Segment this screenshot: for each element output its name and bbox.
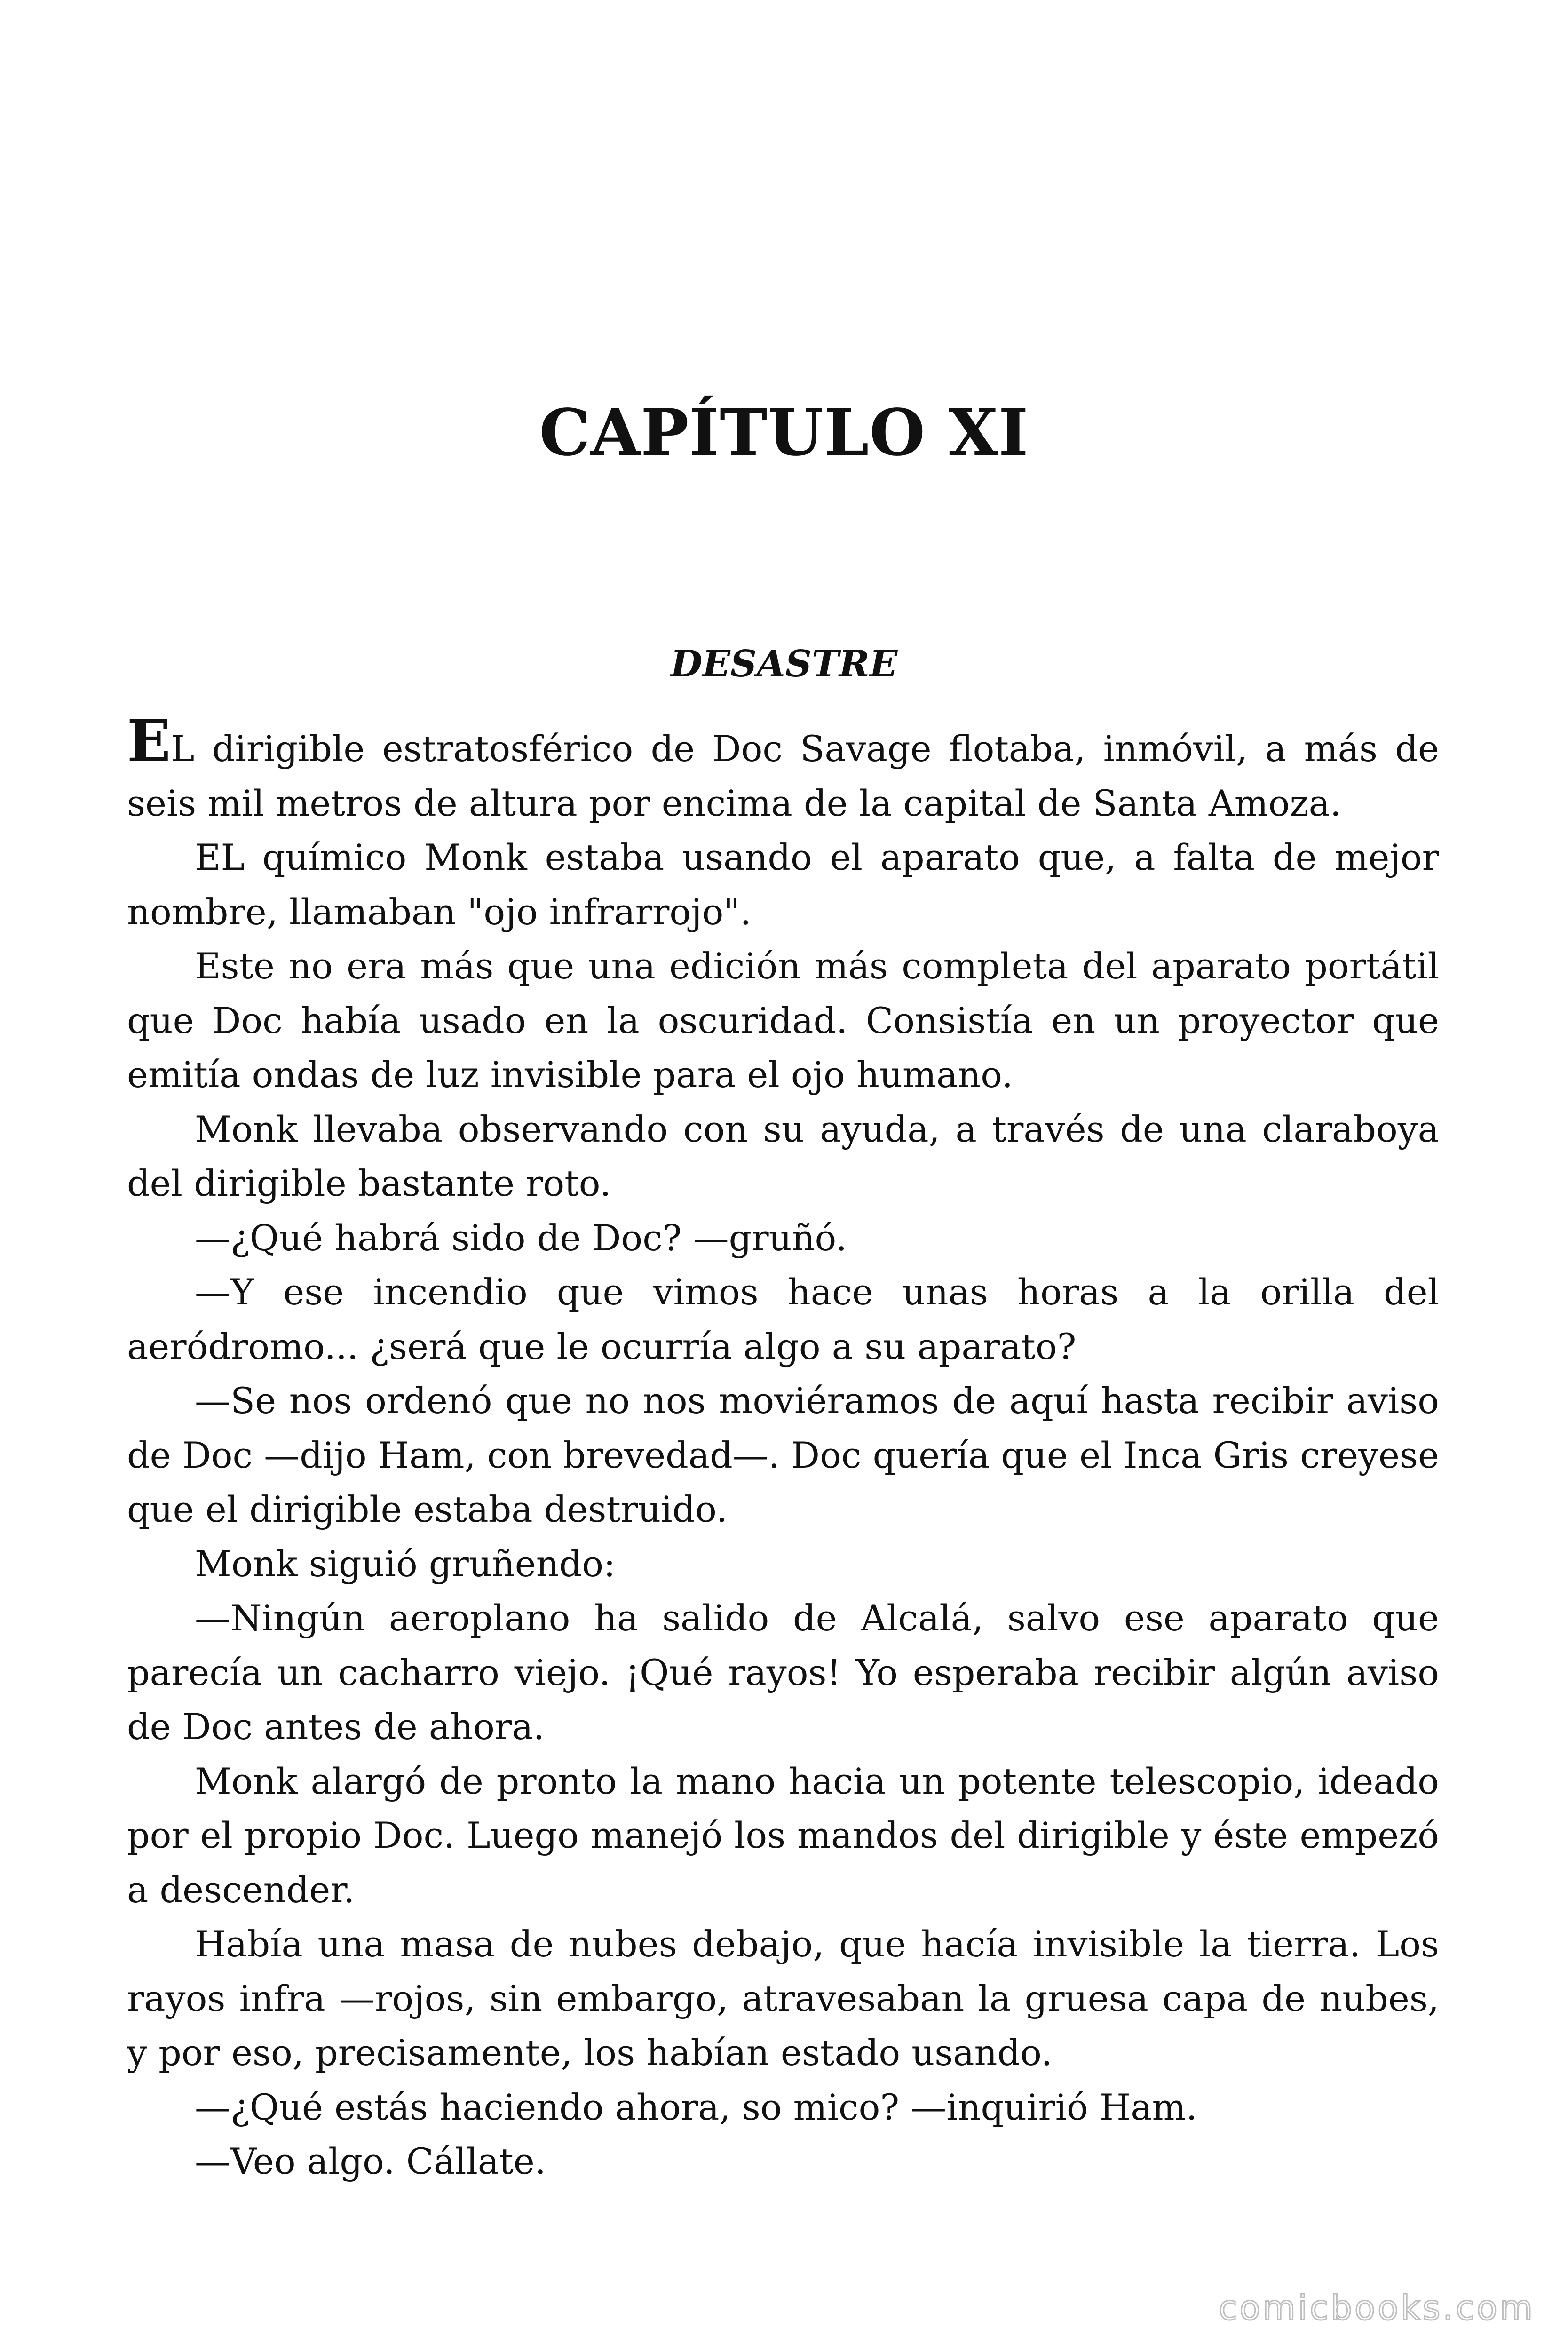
chapter-body	[127, 707, 1439, 2189]
paragraph: Monk alargó de pronto la mano hacia un potente telescopio, ideado por el propio Doc. Luego manejó los mandos del dirigible y éste empezó a descender.	[127, 1760, 1439, 1911]
paragraph: —Se nos ordenó que no nos moviéramos de aquí hasta recibir aviso de Doc —dijo Ham, con brevedad—. Doc quería que el Inca Gris creyese que el dirigible estaba destruido.	[127, 1380, 1439, 1530]
paragraph-opening	[127, 707, 1439, 830]
chapter-subtitle: DESASTRE	[670, 643, 898, 685]
paragraph: —¿Qué estás haciendo ahora, so mico? —inquirió Ham.	[195, 2086, 1197, 2128]
paragraph: Monk siguió gruñendo:	[195, 1542, 616, 1585]
chapter-title: CAPÍTULO XI	[539, 395, 1029, 470]
paragraph: Monk llevaba observando con su ayuda, a través de una claraboya del dirigible bastante roto.	[127, 1108, 1439, 1204]
paragraph: Este no era más que una edición más completa del aparato portátil que Doc había usado en la oscuridad. Consistía en un proyector que emitía ondas de luz invisible para el ojo humano.	[127, 945, 1439, 1096]
paragraph: —¿Qué habrá sido de Doc? —gruñó.	[195, 1216, 847, 1259]
paragraph: Había una masa de nubes debajo, que hacía invisible la tierra. Los rayos infra —rojos, sin embargo, atravesaban la gruesa capa de nubes, y por eso, precisamente, los habían estado usando.	[127, 1923, 1439, 2074]
paragraph: EL químico Monk estaba usando el aparato que, a falta de mejor nombre, llamaban "ojo infrarrojo".	[127, 836, 1439, 933]
watermark: comicbooks.com	[1218, 2288, 1535, 2328]
paragraph: —Veo algo. Cállate.	[195, 2140, 546, 2182]
paragraph: —Y ese incendio que vimos hace unas horas a la orilla del aeródromo... ¿será que le ocurría algo a su aparato?	[127, 1271, 1439, 1367]
drop-cap: E	[127, 707, 171, 775]
opening-text: L dirigible estratosférico de Doc Savage flotaba, inmóvil, a más de seis mil metros de altura por encima de la capital de Santa Amoza.	[127, 728, 1439, 824]
paragraph: —Ningún aeroplano ha salido de Alcalá, salvo ese aparato que parecía un cacharro viejo. ¡Qué rayos! Yo esperaba recibir algún aviso de Doc antes de ahora.	[127, 1597, 1439, 1748]
